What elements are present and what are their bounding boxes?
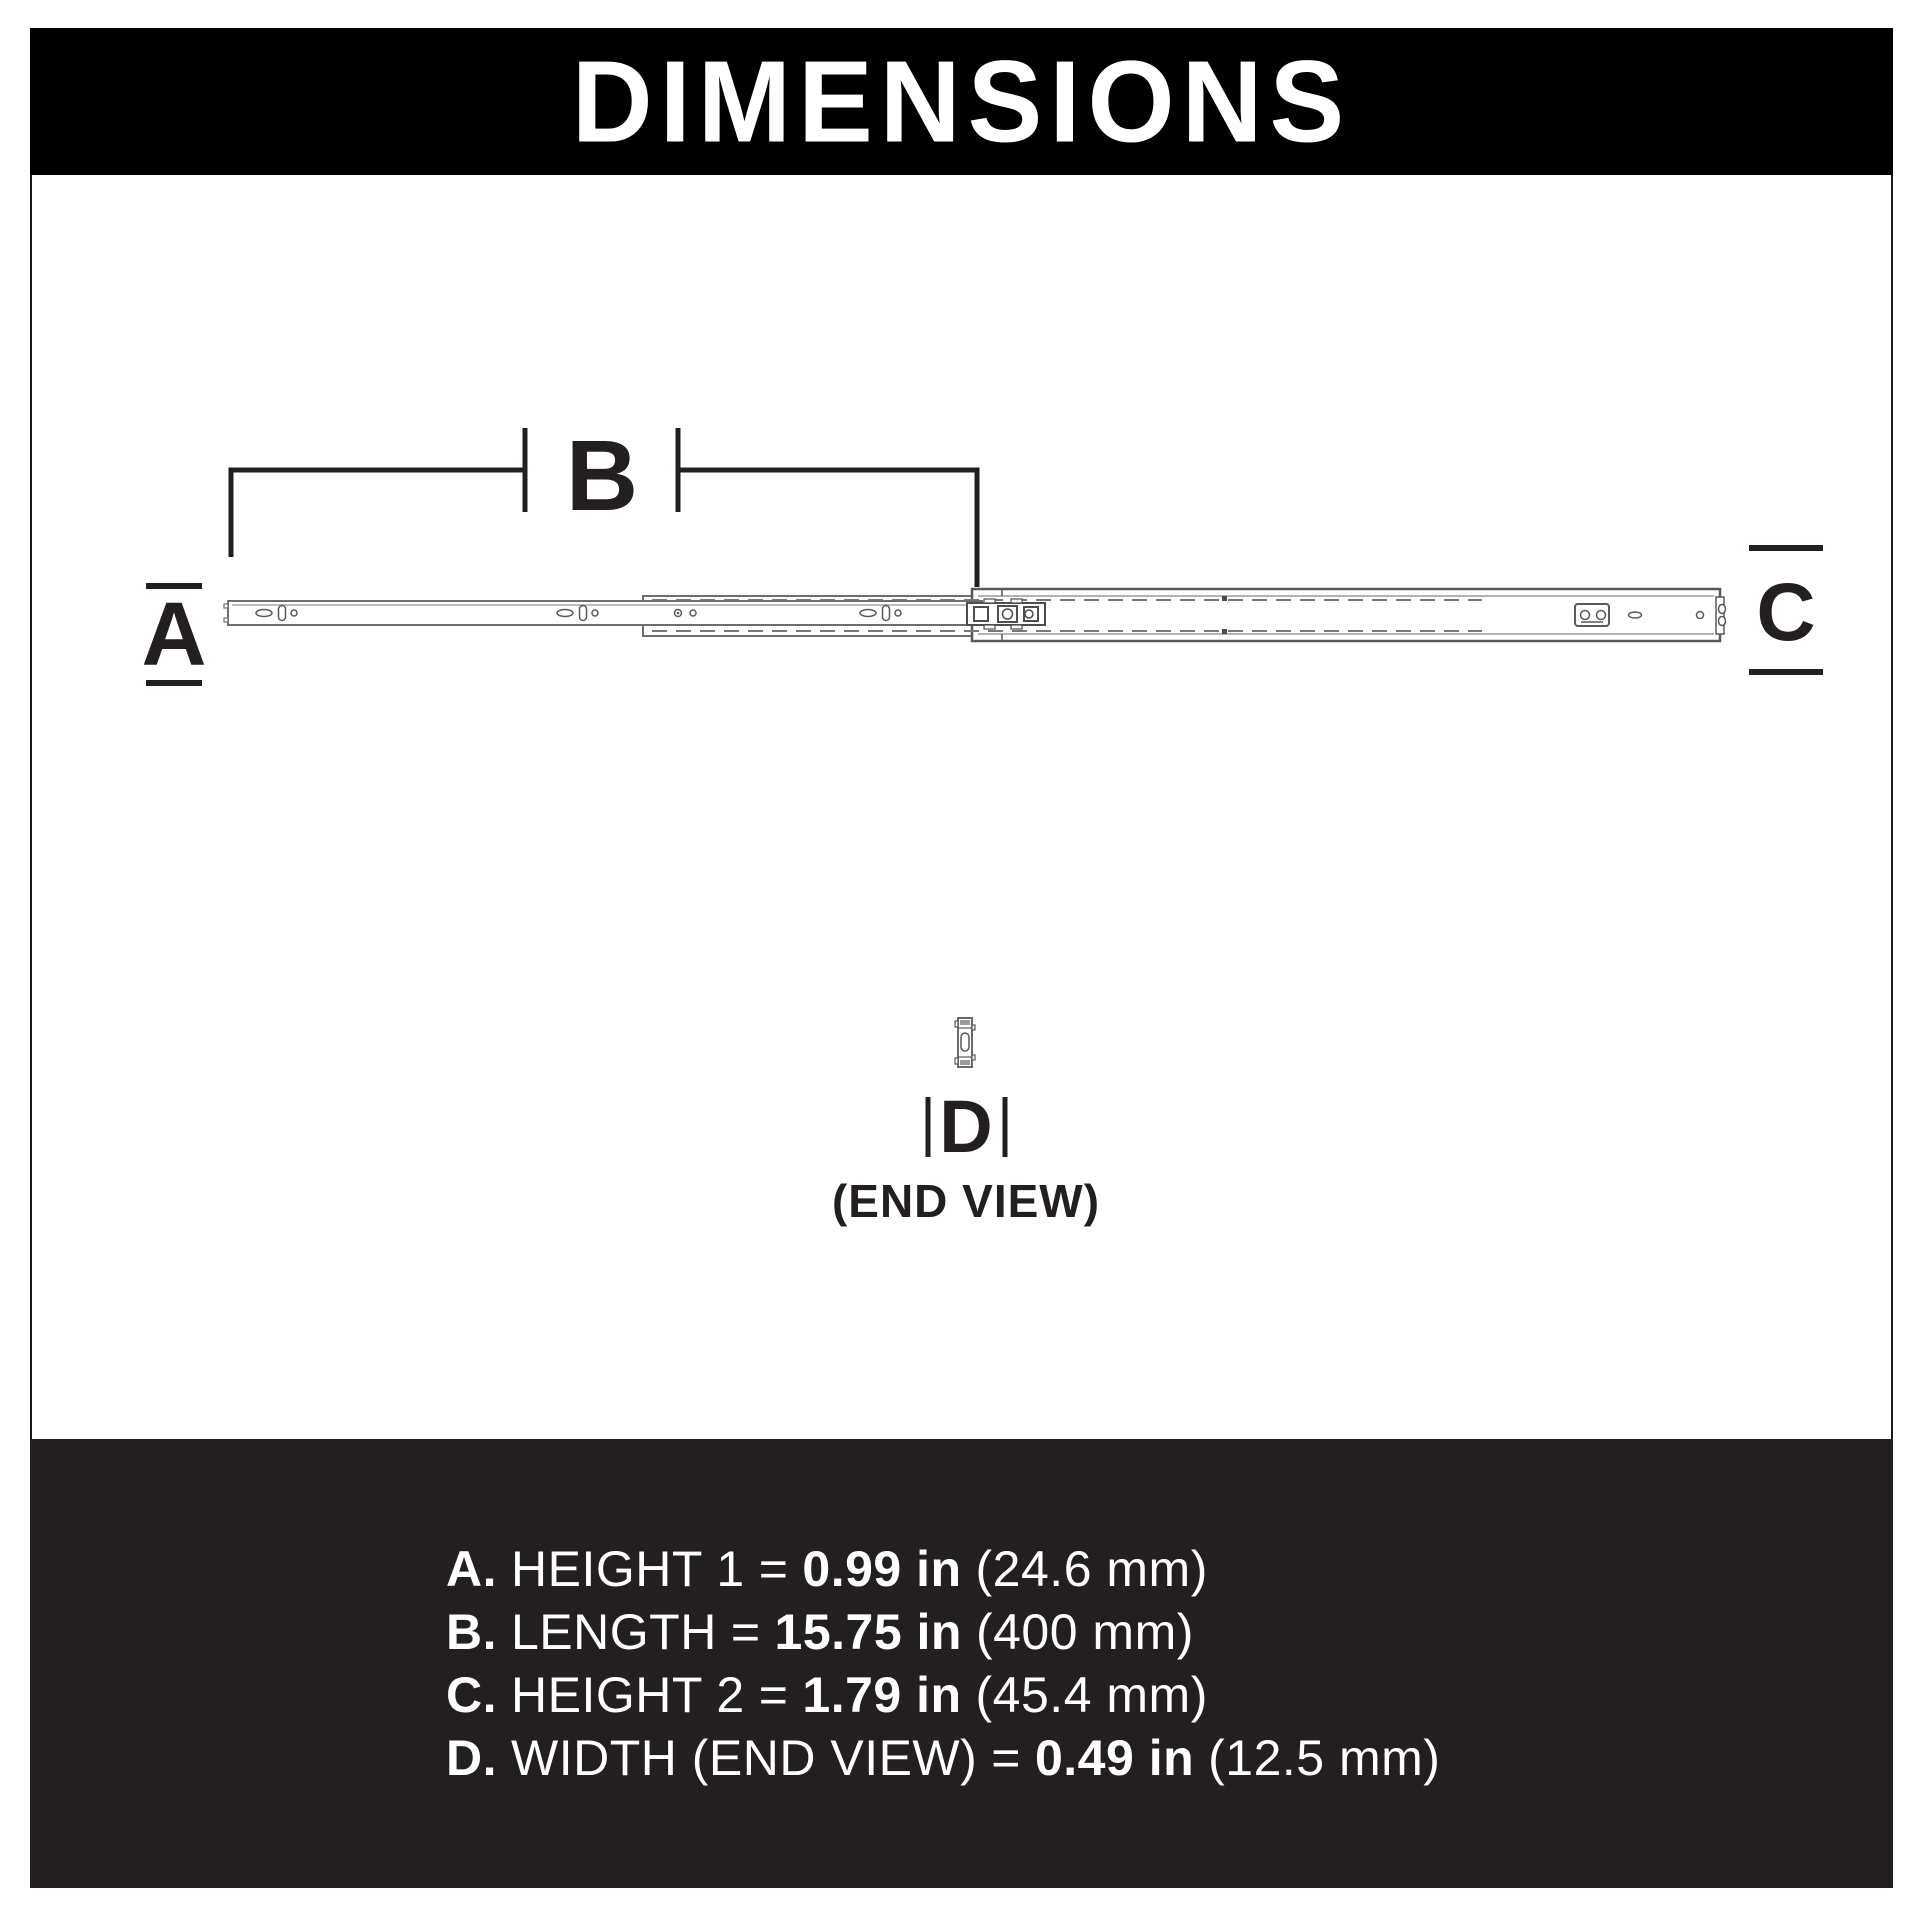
slide-carriage — [967, 599, 1045, 629]
dim-label-b: B — [565, 420, 639, 532]
end-view-caption: (END VIEW) — [831, 1175, 1101, 1227]
spec-line-a — [446, 1538, 1893, 1601]
equals-sign: = — [758, 1540, 789, 1597]
spec-line-d — [446, 1727, 1893, 1790]
dim-label-d: D — [939, 1085, 993, 1168]
spec-panel — [30, 1439, 1893, 1888]
spec-label: HEIGHT 2 — [511, 1666, 745, 1723]
spec-label: HEIGHT 1 — [511, 1540, 745, 1597]
dim-label-a: A — [141, 585, 207, 685]
spec-metric: (45.4 mm) — [975, 1666, 1208, 1723]
dim-label-c: C — [1756, 567, 1816, 658]
spec-value: 0.99 in — [802, 1540, 962, 1597]
spec-letter: D. — [446, 1729, 497, 1786]
equals-sign: = — [730, 1603, 761, 1660]
dimensions-card — [30, 28, 1893, 1892]
end-view-drawing — [955, 1018, 975, 1067]
spec-metric: (24.6 mm) — [975, 1540, 1208, 1597]
spec-line-b — [446, 1601, 1893, 1664]
spec-label: WIDTH (END VIEW) — [511, 1729, 978, 1786]
spec-label: LENGTH — [511, 1603, 717, 1660]
spec-letter: B. — [446, 1603, 497, 1660]
drawer-slide-side-view — [224, 589, 1726, 641]
spec-line-c — [446, 1664, 1893, 1727]
spec-letter: A. — [446, 1540, 497, 1597]
spec-value: 1.79 in — [802, 1666, 962, 1723]
spec-letter: C. — [446, 1666, 497, 1723]
header-bar — [30, 28, 1893, 175]
spec-value: 15.75 in — [774, 1603, 962, 1660]
dimension-diagram — [32, 175, 1891, 1439]
page-title: DIMENSIONS — [571, 36, 1352, 167]
equals-sign: = — [758, 1666, 789, 1723]
spec-metric: (12.5 mm) — [1208, 1729, 1441, 1786]
spec-value: 0.49 in — [1034, 1729, 1195, 1786]
diagram-area — [30, 175, 1893, 1439]
equals-sign: = — [991, 1729, 1021, 1786]
spec-metric: (400 mm) — [975, 1603, 1194, 1660]
